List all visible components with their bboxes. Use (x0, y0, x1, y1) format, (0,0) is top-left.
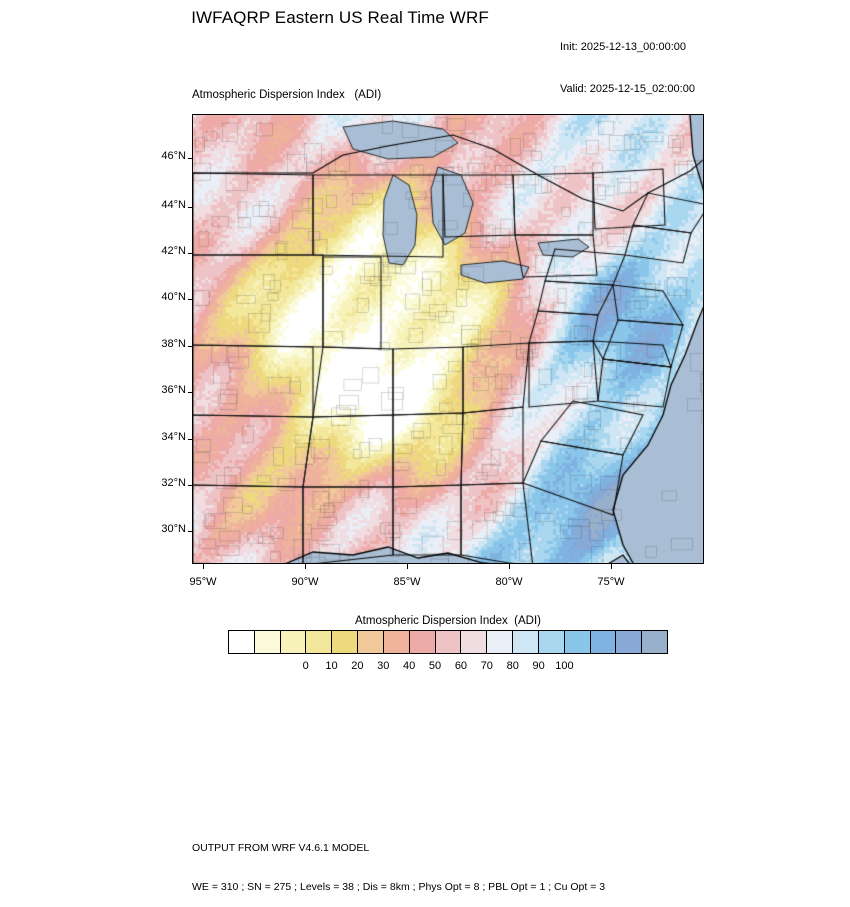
lon-tick-label: 75°W (597, 576, 625, 588)
footer-line-1: OUTPUT FROM WRF V4.6.1 MODEL (192, 842, 370, 854)
colorbar-swatch (591, 631, 617, 653)
map-raster (193, 115, 704, 564)
page-title: IWFAQRP Eastern US Real Time WRF (191, 8, 489, 27)
map-plot-area (192, 114, 704, 564)
colorbar-tick-label: 100 (555, 660, 574, 672)
lat-tick-mark (188, 346, 193, 347)
colorbar-swatch (255, 631, 281, 653)
lon-tick-mark (407, 564, 408, 569)
lon-tick-label: 80°W (495, 576, 523, 588)
lat-tick-mark (188, 439, 193, 440)
lon-tick-mark (305, 564, 306, 569)
colorbar-swatch (539, 631, 565, 653)
lon-tick-mark (203, 564, 204, 569)
colorbar-swatch (306, 631, 332, 653)
plot-subtitle: Atmospheric Dispersion Index (ADI) (192, 89, 382, 101)
colorbar-tick-label: 90 (532, 660, 545, 672)
lat-tick-label: 30°N (161, 523, 186, 535)
colorbar-swatch (513, 631, 539, 653)
colorbar-swatch (565, 631, 591, 653)
colorbar-tick-label: 30 (377, 660, 390, 672)
colorbar-tick-label: 20 (351, 660, 364, 672)
lat-tick-mark (188, 485, 193, 486)
lat-tick-label: 46°N (161, 150, 186, 162)
model-info-footer (192, 816, 605, 907)
lon-tick-label: 90°W (291, 576, 319, 588)
lat-tick-mark (188, 207, 193, 208)
lat-tick-label: 36°N (161, 384, 186, 396)
colorbar-swatch (358, 631, 384, 653)
colorbar-swatch (281, 631, 307, 653)
lat-tick-label: 42°N (161, 245, 186, 257)
lat-tick-label: 32°N (161, 477, 186, 489)
lon-tick-label: 95°W (189, 576, 217, 588)
lat-tick-mark (188, 158, 193, 159)
colorbar-title: Atmospheric Dispersion Index (ADI) (355, 615, 541, 627)
colorbar-tick-label: 60 (454, 660, 468, 672)
lon-tick-mark (509, 564, 510, 569)
lat-tick-mark (188, 531, 193, 532)
lat-tick-label: 38°N (161, 338, 186, 350)
lat-tick-label: 40°N (161, 291, 186, 303)
colorbar-swatch (410, 631, 436, 653)
colorbar-swatch (332, 631, 358, 653)
colorbar-tick-label: 80 (506, 660, 519, 672)
lat-tick-mark (188, 299, 193, 300)
lon-tick-mark (611, 564, 612, 569)
footer-line-2: WE = 310 ; SN = 275 ; Levels = 38 ; Dis = 8km ; Phys Opt = 8 ; PBL Opt = 1 ; Cu Opt = 3 (192, 881, 606, 893)
lat-tick-label: 44°N (161, 199, 186, 211)
init-time-label: Init: 2025-12-13_00:00:00 (560, 41, 686, 53)
lon-tick-label: 85°W (393, 576, 421, 588)
colorbar-tick-label: 50 (428, 660, 442, 672)
colorbar-tick-labels (228, 660, 668, 676)
colorbar-swatch (642, 631, 667, 653)
colorbar-swatch (616, 631, 642, 653)
colorbar-swatch (384, 631, 410, 653)
init-valid-block (560, 12, 695, 110)
colorbar-tick-label: 40 (403, 660, 416, 672)
colorbar-swatch (229, 631, 255, 653)
lat-tick-mark (188, 392, 193, 393)
colorbar-swatch (487, 631, 513, 653)
lat-tick-label: 34°N (161, 431, 186, 443)
colorbar-swatch (436, 631, 462, 653)
colorbar (228, 630, 668, 654)
lat-tick-mark (188, 253, 193, 254)
colorbar-tick-label: 10 (325, 660, 338, 672)
colorbar-tick-label: 0 (302, 660, 309, 672)
colorbar-swatch (461, 631, 487, 653)
valid-time-label: Valid: 2025-12-15_02:00:00 (560, 83, 695, 95)
colorbar-tick-label: 70 (480, 660, 493, 672)
